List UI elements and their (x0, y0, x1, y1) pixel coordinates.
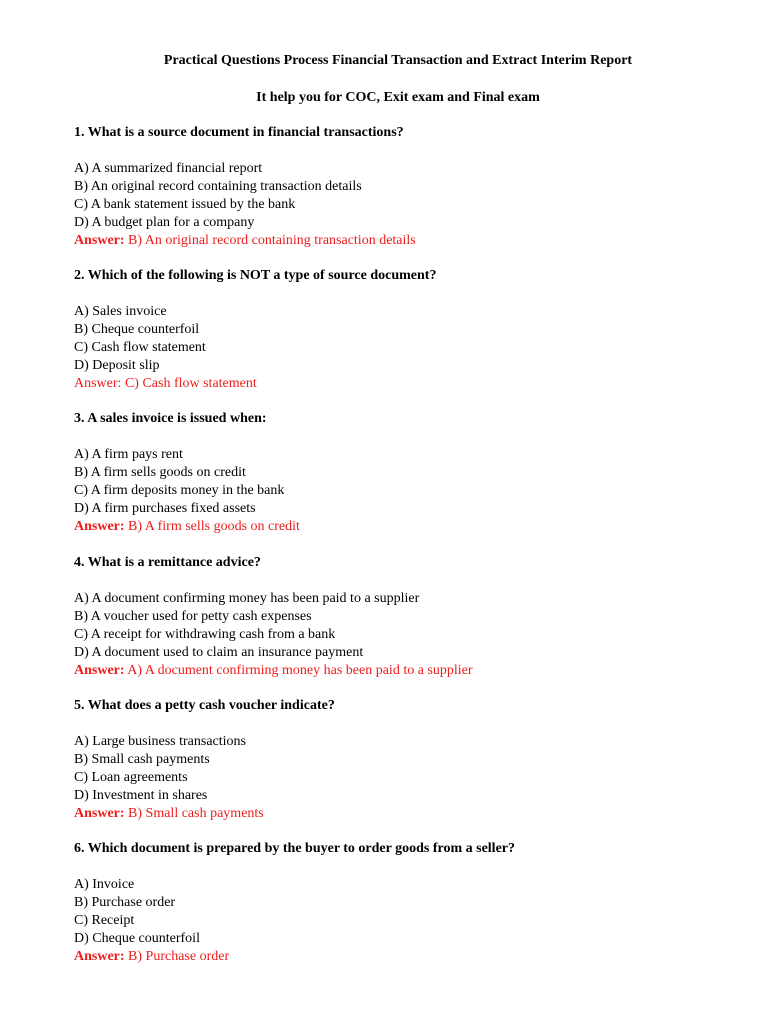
question-block (74, 410, 754, 536)
answer-line (74, 948, 754, 966)
option-c: C) Cash flow statement (74, 340, 206, 355)
option-b: B) A voucher used for petty cash expenses (74, 609, 312, 624)
option-d: D) Investment in shares (74, 788, 208, 803)
answer-text: C) Cash flow statement (121, 376, 257, 391)
option-d: D) A firm purchases fixed assets (74, 501, 256, 516)
question-block (74, 697, 754, 823)
option-c: C) A bank statement issued by the bank (74, 197, 296, 212)
answer-label: Answer: (74, 376, 122, 391)
option-c: C) Loan agreements (74, 770, 188, 785)
option-b: B) Small cash payments (74, 752, 210, 767)
option-a: A) A summarized financial report (74, 161, 263, 176)
option-a: A) Large business transactions (74, 734, 246, 749)
question-block (74, 554, 754, 680)
option-d: D) A document used to claim an insurance payment (74, 645, 364, 660)
answer-label: Answer: (74, 806, 125, 821)
answer-text: B) An original record containing transaction details (124, 233, 416, 248)
question-text: 1. What is a source document in financial transactions? (74, 125, 404, 140)
option-d: D) Cheque counterfoil (74, 931, 200, 946)
option-b: B) Cheque counterfoil (74, 322, 200, 337)
answer-text: B) Purchase order (124, 949, 230, 964)
answer-line (74, 518, 754, 536)
option-a: A) Invoice (74, 877, 135, 892)
answer-line (74, 662, 754, 680)
question-block (74, 840, 754, 966)
answer-line (74, 232, 754, 250)
option-b: B) A firm sells goods on credit (74, 465, 246, 480)
question-text: 6. Which document is prepared by the buyer to order goods from a seller? (74, 841, 515, 856)
question-text: 2. Which of the following is NOT a type of source document? (74, 268, 437, 283)
question-text: 5. What does a petty cash voucher indicate? (74, 698, 335, 713)
answer-label: Answer: (74, 663, 125, 678)
option-c: C) A firm deposits money in the bank (74, 483, 285, 498)
answer-text: B) A firm sells goods on credit (124, 519, 300, 534)
option-d: D) Deposit slip (74, 358, 160, 373)
option-a: A) A document confirming money has been paid to a supplier (74, 591, 420, 606)
option-b: B) Purchase order (74, 895, 176, 910)
question-text: 4. What is a remittance advice? (74, 555, 261, 570)
page-subtitle: It help you for COC, Exit exam and Final exam (256, 90, 540, 105)
answer-line (74, 375, 754, 393)
page-title: Practical Questions Process Financial Transaction and Extract Interim Report (163, 53, 633, 68)
option-a: A) A firm pays rent (74, 447, 183, 462)
answer-line (74, 805, 754, 823)
answer-label: Answer: (74, 233, 125, 248)
answer-label: Answer: (74, 519, 125, 534)
answer-label: Answer: (74, 949, 125, 964)
option-c: C) A receipt for withdrawing cash from a bank (74, 627, 336, 642)
option-a: A) Sales invoice (74, 304, 167, 319)
answer-text: B) Small cash payments (124, 806, 264, 821)
option-b: B) An original record containing transaction details (74, 179, 362, 194)
answer-text: A) A document confirming money has been paid to a supplier (124, 663, 473, 678)
question-text: 3. A sales invoice is issued when: (74, 411, 267, 426)
option-c: C) Receipt (74, 913, 135, 928)
question-block (74, 124, 754, 250)
option-d: D) A budget plan for a company (74, 215, 255, 230)
question-block (74, 267, 754, 393)
